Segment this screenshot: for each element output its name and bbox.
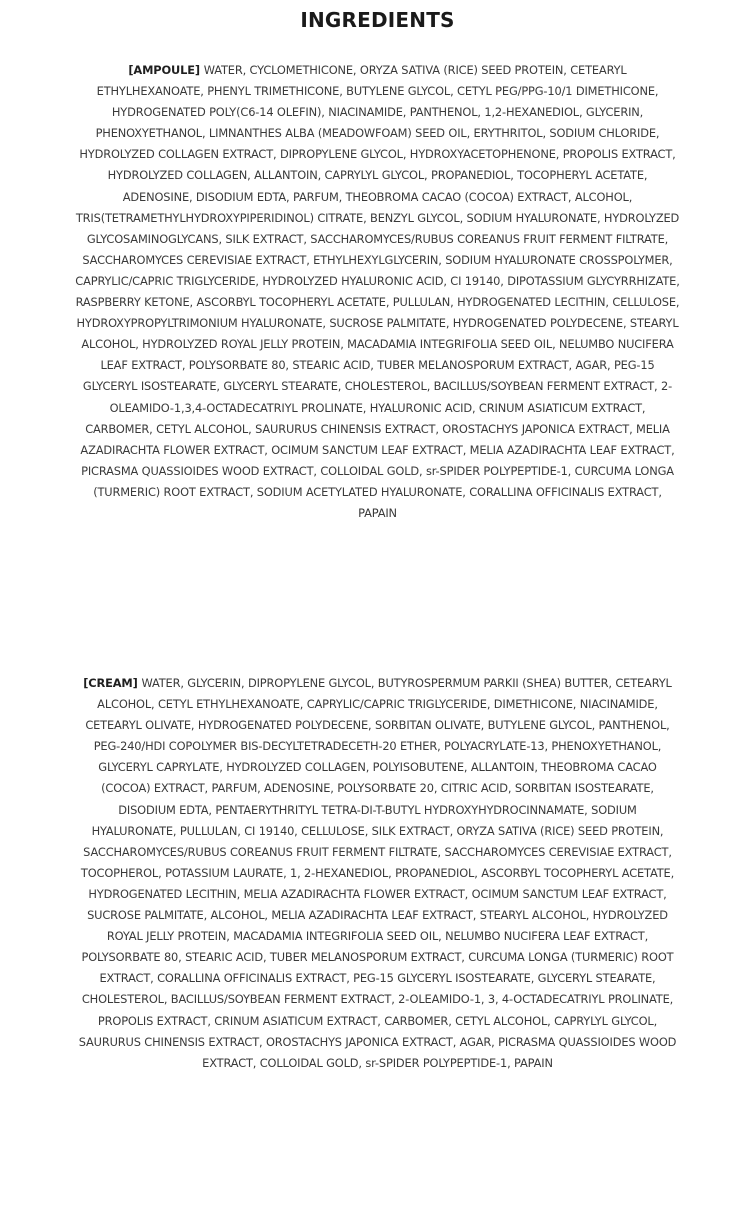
ampoule-ingredient-list: WATER, CYCLOMETHICONE, ORYZA SATIVA (RICE) SEED PROTEIN, CETEARYL ETHYLHEXANOATE, PHENYL TRIMETHICONE, BUTYLENE GLYCOL, CETYL PEG/PPG-10/1 DIMETHICONE, HYDROGENATED POLY(C6-14 OLEFIN), NIACINAMIDE, PANTHENOL, 1,2-HEXANEDIOL, GLYCERIN, PHENOXYETHANOL, LIMNANTHES ALBA (MEADOWFOAM) SEED OIL, ERYTHRITOL, SODIUM CHLORIDE, HYDROLYZED COLLAGEN EXTRACT, DIPROPYLENE GLYCOL, HYDROXYACETOPHENONE, PROPOLIS EXTRACT, HYDROLYZED COLLAGEN, ALLANTOIN, CAPRYLYL GLYCOL, PROPANEDIOL, TOCOPHERYL ACETATE, ADENOSINE, DISODIUM EDTA, PARFUM, THEOBROMA CACAO (COCOA) EXTRACT, ALCOHOL, TRIS(TETRAMETHYLHYDROXYPIPERIDINOL) CITRATE, BENZYL GLYCOL, SODIUM HYALURONATE, HYDROLYZED GLYCOSAMINOGLYCANS, SILK EXTRACT, SACCHAROMYCES/RUBUS COREANUS FRUIT FERMENT FILTRATE, SACCHAROMYCES CEREVISIAE EXTRACT, ETHYLHEXYLGLYCERIN, SODIUM HYALURONATE CROSSPOLYMER, CAPRYLIC/CAPRIC TRIGLYCERIDE, HYDROLYZED HYALURONIC ACID, CI 19140, DIPOTASSIUM GLYCYRRHIZATE, RASPBERRY KETONE, ASCORBYL TOCOPHERYL ACETATE, PULLULAN, HYDROGENATED LECITHIN, CELLULOSE, HYDROXYPROPYLTRIMONIUM HYALURONATE, SUCROSE PALMITATE, HYDROGENATED POLYDECENE, STEARYL ALCOHOL, HYDROLYZED ROYAL JELLY PROTEIN, MACADAMIA INTEGRIFOLIA SEED OIL, NELUMBO NUCIFERA LEAF EXTRACT, POLYSORBATE 80, STEARIC ACID, TUBER MELANOSPORUM EXTRACT, AGAR, PEG-15 GLYCERYL ISOSTEARATE, GLYCERYL STEARATE, CHOLESTEROL, BACILLUS/SOYBEAN FERMENT EXTRACT, 2-OLEAMIDO-1,3,4-OCTADECATRIYL PROLINATE, HYALURONIC ACID, CRINUM ASIATICUM EXTRACT, CARBOMER, CETYL ALCOHOL, SAURURUS CHINENSIS EXTRACT, OROSTACHYS JAPONICA EXTRACT, MELIA AZADIRACHTA FLOWER EXTRACT, OCIMUM SANCTUM LEAF EXTRACT, MELIA AZADIRACHTA LEAF EXTRACT, PICRASMA QUASSIOIDES WOOD EXTRACT, COLLOIDAL GOLD, sr-SPIDER POLYPEPTIDE-1, CURCUMA LONGA (TURMERIC) ROOT EXTRACT, SODIUM ACETYLATED HYALURONATE, CORALLINA OFFICINALIS EXTRACT, PAPAIN bbox=[75, 63, 680, 520]
ampoule-tag: [AMPOULE] bbox=[128, 63, 204, 77]
cream-tag: [CREAM] bbox=[83, 676, 142, 690]
page-title: INGREDIENTS bbox=[300, 8, 455, 32]
ampoule-ingredients bbox=[75, 60, 680, 524]
cream-ingredients bbox=[75, 673, 680, 1074]
cream-ingredient-list: WATER, GLYCERIN, DIPROPYLENE GLYCOL, BUTYROSPERMUM PARKII (SHEA) BUTTER, CETEARYL ALCOHOL, CETYL ETHYLHEXANOATE, CAPRYLIC/CAPRIC TRIGLYCERIDE, DIMETHICONE, NIACINAMIDE, CETEARYL OLIVATE, HYDROGENATED POLYDECENE, SORBITAN OLIVATE, BUTYLENE GLYCOL, PANTHENOL, PEG-240/HDI COPOLYMER BIS-DECYLTETRADECETH-20 ETHER, POLYACRYLATE-13, PHENOXYETHANOL, GLYCERYL CAPRYLATE, HYDROLYZED COLLAGEN, POLYISOBUTENE, ALLANTOIN, THEOBROMA CACAO (COCOA) EXTRACT, PARFUM, ADENOSINE, POLYSORBATE 20, CITRIC ACID, SORBITAN ISOSTEARATE, DISODIUM EDTA, PENTAERYTHRITYL TETRA-DI-T-BUTYL HYDROXYHYDROCINNAMATE, SODIUM HYALURONATE, PULLULAN, CI 19140, CELLULOSE, SILK EXTRACT, ORYZA SATIVA (RICE) SEED PROTEIN, SACCHAROMYCES/RUBUS COREANUS FRUIT FERMENT FILTRATE, SACCHAROMYCES CEREVISIAE EXTRACT, TOCOPHEROL, POTASSIUM LAURATE, 1, 2-HEXANEDIOL, PROPANEDIOL, ASCORBYL TOCOPHERYL ACETATE, HYDROGENATED LECITHIN, MELIA AZADIRACHTA FLOWER EXTRACT, OCIMUM SANCTUM LEAF EXTRACT, SUCROSE PALMITATE, ALCOHOL, MELIA AZADIRACHTA LEAF EXTRACT, STEARYL ALCOHOL, HYDROLYZED ROYAL JELLY PROTEIN, MACADAMIA INTEGRIFOLIA SEED OIL, NELUMBO NUCIFERA LEAF EXTRACT, POLYSORBATE 80, STEARIC ACID, TUBER MELANOSPORUM EXTRACT, CURCUMA LONGA (TURMERIC) ROOT EXTRACT, CORALLINA OFFICINALIS EXTRACT, PEG-15 GLYCERYL ISOSTEARATE, GLYCERYL STEARATE, CHOLESTEROL, BACILLUS/SOYBEAN FERMENT EXTRACT, 2-OLEAMIDO-1, 3, 4-OCTADECATRIYL PROLINATE, PROPOLIS EXTRACT, CRINUM ASIATICUM EXTRACT, CARBOMER, CETYL ALCOHOL, CAPRYLYL GLYCOL, SAURURUS CHINENSIS EXTRACT, OROSTACHYS JAPONICA EXTRACT, AGAR, PICRASMA QUASSIOIDES WOOD EXTRACT, COLLOIDAL GOLD, sr-SPIDER POLYPEPTIDE-1, PAPAIN bbox=[78, 676, 677, 1070]
